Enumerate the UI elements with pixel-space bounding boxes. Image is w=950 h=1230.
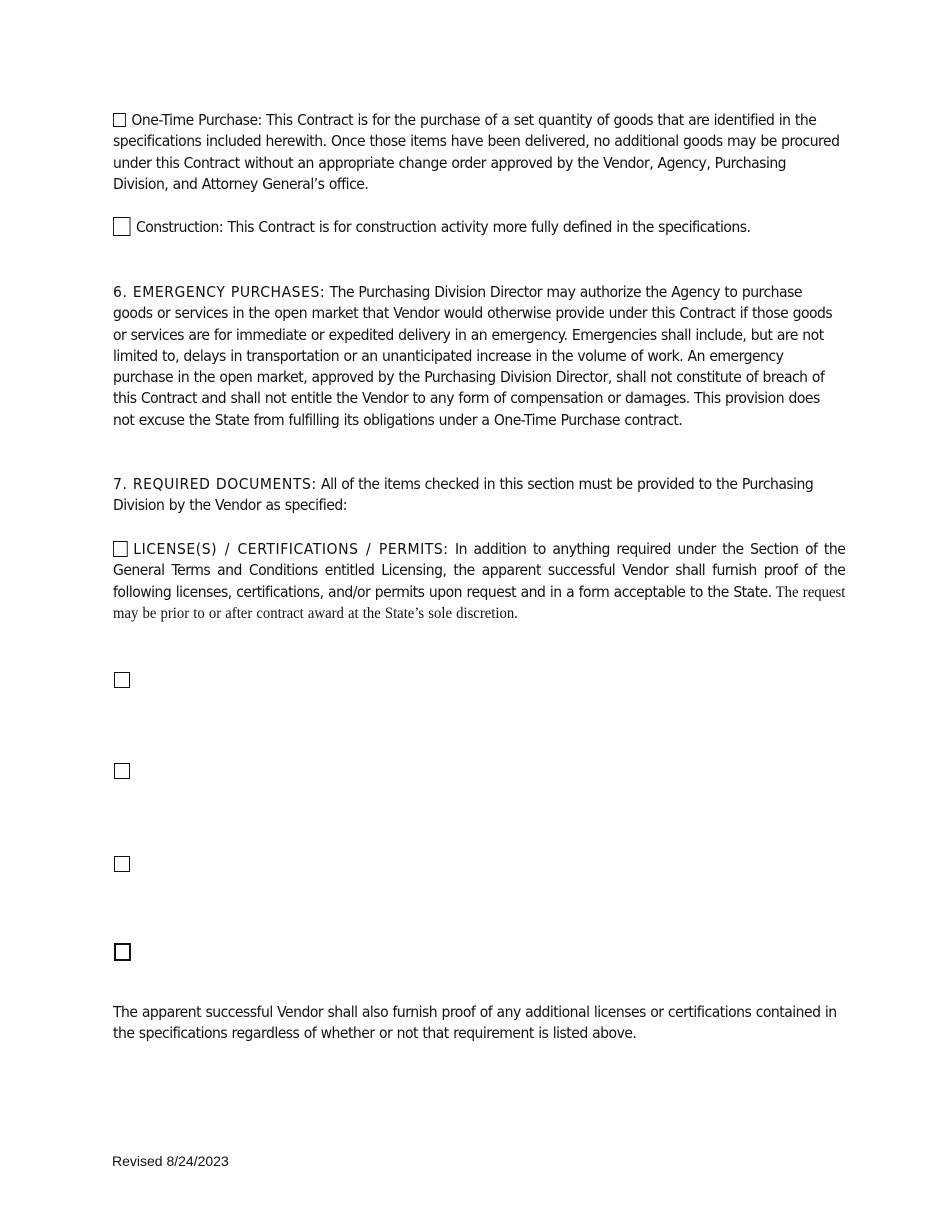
licenses-text-serif: The request may be prior to or after contract award at the State’s sole discretion.	[113, 583, 846, 622]
one-time-purchase-paragraph	[113, 110, 845, 195]
emergency-purchases-paragraph	[113, 282, 845, 431]
licenses-paragraph	[113, 539, 845, 624]
one-time-purchase-checkbox[interactable]	[113, 113, 126, 127]
one-time-purchase-text: : This Contract is for the purchase of a set quantity of goods that are identified in the specifications included herewith. Once those items have been delivered, no additional goods may be procured under this Contract without an appropriate change order approved by the Vendor, Agency, Purchasing Division, and Attorney General’s office.	[113, 111, 840, 193]
license-item-4-checkbox[interactable]	[114, 943, 131, 961]
required-documents-paragraph	[113, 474, 845, 517]
construction-text: : This Contract is for construction activity more fully defined in the specifications.	[218, 218, 751, 236]
license-item-1-checkbox[interactable]	[114, 672, 130, 688]
construction-checkbox[interactable]	[113, 217, 130, 236]
licenses-text: In addition to anything required under the Section of the General Terms and Conditions entitled Licensing, the apparent successful Vendor shall furnish proof of the following licenses, certifications, and/or permits upon request and in a form acceptable to the State.	[113, 540, 846, 601]
licenses-checkbox[interactable]	[113, 541, 128, 557]
construction-paragraph	[113, 217, 845, 238]
license-item-2-checkbox[interactable]	[114, 763, 130, 779]
construction-label: Construction	[136, 218, 219, 236]
revised-date: Revised 8/24/2023	[112, 1153, 229, 1169]
license-item-3-checkbox[interactable]	[114, 856, 130, 872]
emergency-purchases-text: The Purchasing Division Director may authorize the Agency to purchase goods or services in the open market that Vendor would otherwise provide under this Contract if those goods or services are for immediate or expedited delivery in an emergency. Emergencies shall include, but are not limited to, delays in transportation or an unanticipated increase in the volume of work. An emergency purchase in the open market, approved by the Purchasing Division Director, shall not constitute of breach of this Contract and shall not entitle the Vendor to any form of compensation or damages. This provision does not excuse the State from fulfilling its obligations under a One-Time Purchase contract.	[113, 283, 833, 429]
one-time-purchase-label: One-Time Purchase	[131, 111, 258, 129]
required-documents-heading: 7. REQUIRED DOCUMENTS:	[113, 475, 317, 493]
closing-paragraph: The apparent successful Vendor shall also furnish proof of any additional licenses or certifications contained in the specifications regardless of whether or not that requirement is listed above.	[113, 1003, 837, 1043]
required-documents-text: All of the items checked in this section must be provided to the Purchasing Division by the Vendor as specified:	[113, 475, 814, 515]
emergency-purchases-heading: 6. EMERGENCY PURCHASES:	[113, 283, 326, 301]
licenses-heading: LICENSE(S) / CERTIFICATIONS / PERMITS:	[133, 540, 449, 558]
